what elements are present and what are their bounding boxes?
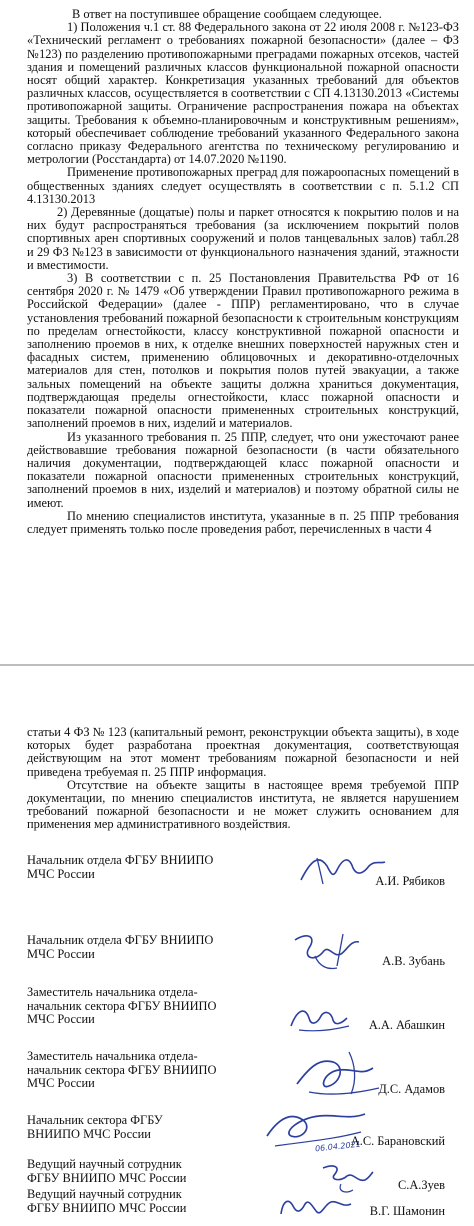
signature-block: [27, 1114, 459, 1154]
signatory-name: Д.С. Адамов: [378, 1081, 445, 1096]
signatory-name: А.И. Рябиков: [375, 873, 445, 888]
paragraph-ppr-clause-25: 3) В соответствии с п. 25 Постановления Правительства РФ от 16 сентября 2020 г. № 1479 «Об утверждении Правил противопожарного режима в Российской Федерации» (далее - ППР) регламентировано, что в случае установления требований пожарной безопасности к строительным конструкциям по пределам огнестойкости, классу конструктивной пожарной опасности и заполнению проемов в них, к отделке внешних поверхностей наружных стен и фасадных систем, применению облицовочных и декоративно-отделочных материалов для стен, потолков и покрытия полов путей эвакуации, а также зальных помещений на объекте защиты должна храниться документация, подтверждающая пределы огнестойкости, класс пожарной опасности и показатели пожарной опасности примененных строительных конструкций, заполнений проемов в них, изделий и материалов.: [27, 271, 459, 431]
signatory-position: Ведущий научный сотрудник ФГБУ ВНИИПО МЧС России: [27, 1157, 187, 1185]
paragraph-wooden-floors: 2) Деревянные (дощатые) полы и паркет относятся к покрытию полов и на них будут распространяться требования (за исключением покрытий полов спортивных арен спортивных сооружений и полов танцевальных залов) табл.28 и 29 ФЗ №123 в зависимости от функционального назначения зданий, этажности и вместимости.: [27, 205, 459, 272]
paragraph-institute-opinion: По мнению специалистов института, указанные в п. 25 ППР требования следует применять только после проведения работ, перечисленных в части 4: [27, 508, 459, 536]
paragraph-no-retroactive-force: Из указанного требования п. 25 ППР, следует, что они ужесточают ранее действовавшие требования пожарной безопасности (в части обязательного наличия документации, подтверждающей класс пожарной опасности и показатели пожарной опасности примененных строительных конструкций, заполнений проемов в них, изделий и материалов) и поэтому обратной силы не имеют.: [27, 429, 459, 510]
signature-block: [27, 1050, 459, 1102]
signatory-position: Ведущий научный сотрудник ФГБУ ВНИИПО МЧС России: [27, 1187, 187, 1215]
signatory-name: А.А. Абашкин: [368, 1017, 445, 1032]
page-2-text-block: [27, 726, 459, 832]
signature-date: 06.04.2021: [314, 1139, 362, 1154]
signatory-position: Начальник сектора ФГБУ ВНИИПО МЧС России: [27, 1113, 163, 1141]
signatory-name: А.В. Зубань: [382, 953, 445, 968]
signatory-name: А.С. Барановский: [350, 1133, 445, 1148]
paragraph-continuation: статьи 4 ФЗ № 123 (капитальный ремонт, реконструкции объекта защиты), в ходе которых будет разработана проектная документация, соответствующая действующим на этот момент требованиям пожарной безопасности и ней приведена требуемая п. 25 ППР информация.: [27, 725, 459, 779]
handwritten-signature-icon: [289, 1048, 385, 1100]
signatory-name: В.Г. Шамонин: [369, 1203, 445, 1218]
signature-block: [27, 934, 459, 974]
signatory-position: Заместитель начальника отдела-начальник сектора ФГБУ ВНИИПО МЧС России: [27, 985, 217, 1026]
signature-block: [27, 986, 459, 1038]
paragraph-fire-barriers: 1) Положения ч.1 ст. 88 Федерального закона от 22 июля 2008 г. №123-ФЗ «Технический регламент о требованиях пожарной безопасности» (далее – ФЗ №123) по разделению противопожарными преградами пожарных отсеков, частей здания и помещений различных классов функциональной пожарной опасности носят общий характер. Конкретизация указанных требований для объектов различных классов, осуществляется в соответствии с СП 4.13130.2013 «Системы противопожарной защиты. Ограничение распространения пожара на объектах защиты. Требования к объемно-планировочным и конструктивным решениям», который обеспечивает соблюдение требований указанного Федерального закона согласно приказу Федерального агентства по техническому регулированию и метрологии (Росстандарта) от 14.07.2020 №1190.: [27, 20, 459, 167]
paragraph-barriers-application: Применение противопожарных преград для пожароопасных помещений в общественных зданиях следует осуществлять в соответствии с п. 5.1.2 СП 4.13130.2013: [27, 165, 459, 206]
handwritten-signature-icon: [275, 1192, 355, 1222]
page-separator: [0, 664, 474, 666]
signatory-position: Начальник отдела ФГБУ ВНИИПО МЧС России: [27, 933, 214, 961]
signature-block: [27, 854, 459, 894]
paragraph-conclusion: Отсутствие на объекте защиты в настоящее время требуемой ППР документации, по мнению специалистов института, не является нарушением требований пожарной безопасности и не может служить основанием для применения мер административного воздействия.: [27, 777, 459, 832]
signatory-position: Заместитель начальника отдела-начальник сектора ФГБУ ВНИИПО МЧС России: [27, 1049, 217, 1090]
signature-block: [27, 1188, 459, 1224]
document-page-2: [0, 678, 474, 1226]
handwritten-signature-icon: [285, 928, 375, 974]
handwritten-signature-icon: [285, 1000, 355, 1034]
handwritten-signature-icon: [297, 850, 387, 890]
page-1-text-block: [27, 8, 459, 536]
signatory-position: Начальник отдела ФГБУ ВНИИПО МЧС России: [27, 853, 214, 881]
signatory-name: С.А.Зуев: [398, 1177, 445, 1192]
greeting-line: В ответ на поступившее обращение сообщаем следующее.: [72, 7, 382, 21]
